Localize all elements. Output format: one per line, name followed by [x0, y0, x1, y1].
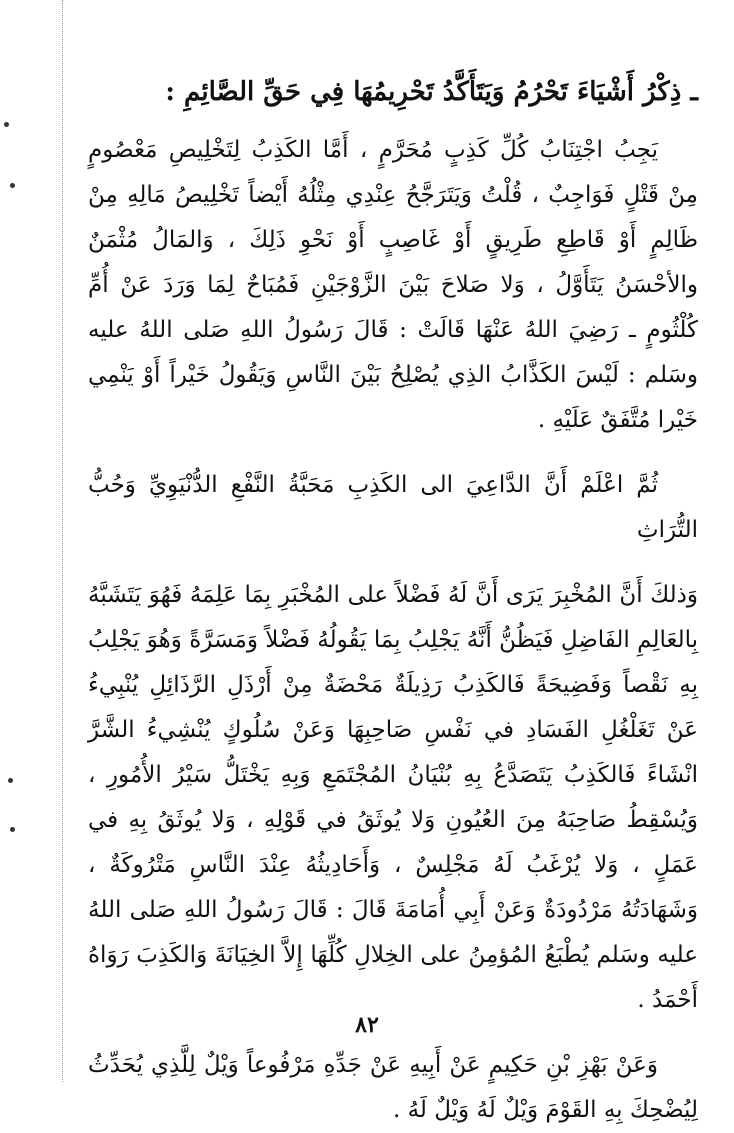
page-body	[88, 70, 698, 1133]
paragraph-2: ثُمَّ اعْلَمْ أَنَّ الدَّاعِيَ الى الكَذِبِ مَحَبَّةُ النَّفْعِ الدُّنْيَوِيِّ وَحُبُّ التُّرَاثِ	[88, 472, 698, 543]
page-number: ٨٢	[355, 1012, 379, 1038]
scan-mark	[4, 122, 9, 127]
paragraph-3: وَذلكَ أَنَّ المُخْبِرَ يَرَى أَنَّ لَهُ فَضْلاً على المُخْبَرِ بِمَا عَلِمَهُ فَهُوَ يَتَشَبَّهُ بِالعَالِمِ الفَاضِلِ فَيَظُنُّ أَنَّهُ يَجْلِبُ بِمَا يَقُولُهُ فَضْلاً وَمَسَرَّةً وَهُوَ يَجْلِبُ بِهِ نَقْصاً وَفَضِيحَةً فَالكَذِبُ رَذِيلَةٌ مَحْضَةٌ مِنْ أَرْذَلِ الرَّذَائِلِ يُنْبِيءُ عَنْ تَغَلْغُلِ الفَسَادِ في نَفْسِ صَاحِبِهَا وَعَنْ سُلُوكٍ يُنْشِيءُ الشَّرَّ انْشَاءً فَالكَذِبُ يَتَصَدَّعُ بِهِ بُنْيَانُ المُجْتَمَعِ وَبِهِ يَخْتَلُّ سَيْرُ الأُمُورِ ، وَيُسْقِطُ صَاحِبَهُ مِنَ العُيُونِ وَلا يُوثَقُ في قَوْلِهِ ، وَلا يُوثَقُ بِهِ في عَمَلٍ ، وَلا يُرْغَبُ لَهُ مَجْلِسٌ ، وَأَحَادِيثُهُ عِنْدَ النَّاسِ مَتْرُوكَةٌ ، وَشَهَادَتُهُ مَرْدُودَةٌ وَعَنْ أَبِي أُمَامَةَ قَالَ : قَالَ رَسُولُ اللهِ صَلى اللهُ عليه وسَلم يُطْبَعُ المُؤمِنُ على الخِلالِ كُلِّهَا إِلاَّ الخِيَانَةَ وَالكَذِبَ رَوَاهُ أَحْمَدُ .	[88, 582, 698, 1013]
section-heading: ـ ذِكْرُ أَشْيَاءَ تَحْرُمُ وَيَتَأَكَّدُ تَحْرِيمُهَا فِي حَقِّ الصَّائِمِ :	[165, 77, 698, 107]
scan-edge	[62, 0, 63, 1082]
scan-mark	[10, 827, 15, 832]
scan-mark	[10, 183, 15, 188]
scan-mark	[8, 778, 13, 783]
paragraph-1: يَجِبُ اجْتِنَابُ كُلِّ كَذِبٍ مُحَرَّمٍ ، أَمَّا الكَذِبُ لِتَخْلِيصِ مَعْصُومٍ مِنْ قَتْلٍ فَوَاجِبٌ ، قُلْتُ وَيَتَرَجَّحُ عِنْدِي مِثْلُهُ أَيْضاً تَخْلِيصُ مَالِهِ مِنْ ظَالِمٍ أَوْ قَاطِعِ طَرِيقٍ أَوْ غَاصِبٍ أَوْ نَحْوِ ذَلِكَ ، وَالمَالُ مُثْمَنٌ والأحْسَنُ يَتَأَوَّلُ ، وَلا صَلاحَ بَيْنَ الزَّوْجَيْنِ فَمُبَاحٌ لِمَا وَرَدَ عَنْ أُمِّ كُلْثُومٍ ـ رَضِيَ اللهُ عَنْهَا قَالَتْ : قَالَ رَسُولُ اللهِ صَلى اللهُ عليه وسَلم : لَيْسَ الكَذَّابُ الذِي يُصْلِحُ بَيْنَ النَّاسِ وَيَقُولُ خَيْراً أَوْ يَنْمِي خَيْرا مُتَّفَقٌ عَلَيْهِ .	[88, 137, 698, 433]
paragraph-4: وَعَنْ بَهْزِ بْنِ حَكِيمٍ عَنْ أَبِيهِ عَنْ جَدِّهِ مَرْفُوعاً وَيْلٌ لِلَّذِي يُحَدِّثُ لِيُضْحِكَ بِهِ القَوْمَ وَيْلٌ لَهُ وَيْلٌ لَهُ .	[88, 1052, 698, 1123]
